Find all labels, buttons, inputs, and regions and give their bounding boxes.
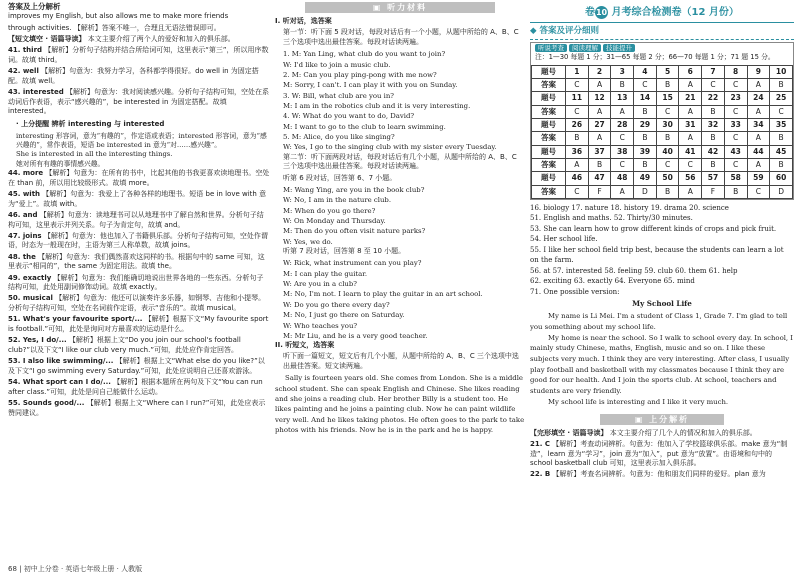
answer-item: [8, 232, 270, 251]
answer-item: [8, 46, 270, 65]
answer-item: [8, 315, 270, 334]
dialog-line: M: When do you go there?: [283, 206, 376, 215]
dialog-line: W: Yes, I go to the singing club with my sister every Tuesday.: [283, 143, 497, 152]
table-cell: C: [679, 158, 702, 171]
table-cell: 48: [611, 172, 634, 185]
table-cell: 21: [679, 92, 702, 105]
answer-text: 【解析】句意为：他还可以演奏许多乐器，如钢琴、吉他和小提琴。分析句子结构可知，空处在名词前作定语，表示“音乐的”。故填 musical。: [8, 294, 266, 313]
row-label: 题号: [532, 65, 566, 78]
dialog-line: 3. W: Bill, what club are you in?: [283, 91, 394, 100]
table-cell: B: [588, 158, 611, 171]
answer-row: [532, 158, 793, 171]
table-cell: B: [656, 79, 679, 92]
table-cell: A: [747, 79, 770, 92]
table-cell: B: [770, 158, 793, 171]
dialog-6: [275, 185, 525, 247]
table-cell: 37: [588, 145, 611, 158]
table-cell: 60: [770, 172, 793, 185]
table-cell: C: [634, 79, 657, 92]
table-cell: 58: [724, 172, 747, 185]
left-answer-list: [8, 12, 270, 117]
dialog-line: W: Rick, what instrument can you play?: [283, 259, 422, 268]
table-cell: 7: [702, 65, 725, 78]
table-cell: C: [724, 79, 747, 92]
dialog-line: M: I am in the robotics club and it is very interesting.: [283, 101, 471, 110]
table-cell: B: [702, 158, 725, 171]
table-cell: 45: [770, 145, 793, 158]
table-cell: A: [566, 158, 589, 171]
table-cell: 39: [634, 145, 657, 158]
question-number-row: [532, 172, 793, 185]
dialog-line: W: Yes, we do.: [283, 237, 333, 246]
answer-item: [8, 67, 270, 86]
answer-text: 【解析】句意为：我们偶然喜欢这同样的书。根据句中的 same 可知，这里表示“相同的”，the same 为固定用法。故填 the。: [8, 252, 265, 271]
table-cell: 28: [611, 119, 634, 132]
dialog-line: M: Wang Ying, are you in the book club?: [283, 185, 425, 194]
dialog-line: M: No, I'm not. I learn to play the guitar in an art school.: [283, 290, 483, 299]
table-cell: 23: [724, 92, 747, 105]
table-cell: 33: [724, 119, 747, 132]
answer-item: [8, 211, 270, 230]
table-cell: B: [634, 105, 657, 118]
table-cell: A: [679, 105, 702, 118]
dialog-line: 4. W: What do you want to do, David?: [283, 112, 415, 121]
table-cell: C: [724, 132, 747, 145]
fill-answer-line: 71. One possible version:: [530, 287, 620, 296]
table-cell: 35: [770, 119, 793, 132]
analysis-list: [530, 429, 794, 480]
fill-answer-line: 62. exciting 63. exactly 64. Everyone 65. mind: [530, 277, 695, 286]
table-cell: 12: [588, 92, 611, 105]
table-cell: B: [770, 79, 793, 92]
fill-answer-line: 56. at 57. interested 58. feeling 59. club 60. them 61. help: [530, 266, 738, 275]
table-cell: F: [588, 185, 611, 198]
listening-passage: Sally is fourteen years old. She comes from London. She is a middle school student. She can speak English and Chinese. She likes reading and she joins a reading club. Her brother Billy is a student too. He likes painting and he joins a painting club. Now he can paint wildlife very well. And he likes taking photos. He often goes to the park to take photos with his friends. Now he is in the park and he is happy.: [275, 374, 525, 435]
answer-text: 【解析】根据上文“Where can I run?”可知，此处应表示赞同建议。: [8, 399, 266, 417]
answer-key: 22. B: [530, 470, 551, 479]
answer-item: [8, 399, 270, 418]
answer-item: [8, 336, 270, 355]
fill-answers: [530, 203, 794, 298]
table-cell: 22: [702, 92, 725, 105]
row-label: 答案: [532, 185, 566, 198]
tip-line: 她对所有有趣的事情感兴趣。: [16, 159, 105, 168]
row-label: 题号: [532, 145, 566, 158]
answer-text: through activities. 【解析】答案不唯一，合理且无语法错误即可。: [8, 23, 221, 32]
sample-essay: [530, 311, 794, 407]
dialog-line: W: Do you go there every day?: [283, 300, 390, 309]
dialog-line: M: Sorry, I can't. I can play it with you on Sunday.: [283, 81, 458, 90]
table-cell: 10: [770, 65, 793, 78]
table-cell: 38: [611, 145, 634, 158]
answer-key: 44. more: [8, 169, 44, 178]
tip-line: interesting 形容词，意为“有趣的”，作定语或表语；interested 形容词，意为“感兴趣的”，常作表语，短语 be interested in 意为“对……感兴趣”。: [16, 131, 267, 149]
row-label: 答案: [532, 158, 566, 171]
table-cell: 1: [566, 65, 589, 78]
dialog-6-intro: 听第 6 段对话，回答第 6、7 小题。: [283, 173, 397, 182]
table-cell: 24: [747, 92, 770, 105]
table-cell: B: [702, 105, 725, 118]
answer-text: 【解析】句意为：我爱上了各种各样的地理书。短语 be in love with 意为“爱上”。故填 with。: [8, 189, 267, 208]
table-cell: B: [770, 132, 793, 145]
answer-key: 54. What sport can I do/...: [8, 378, 111, 387]
part1-instructions: 第一节：听下面 5 段对话，每段对话后有一个小题，从题中所给的 A、B、C 三个选项中选出最佳答案。每段对话读两遍。: [283, 28, 519, 46]
answer-item: [8, 169, 270, 188]
answer-item: [8, 378, 270, 397]
table-cell: A: [611, 185, 634, 198]
answer-text: improves my English, but also allows me to make more friends: [8, 12, 229, 21]
table-cell: A: [679, 185, 702, 198]
answer-key: 43. interested: [8, 87, 64, 96]
table-cell: D: [634, 185, 657, 198]
dialog-1: [275, 49, 525, 153]
answer-item: [8, 35, 270, 45]
question-number-row: [532, 145, 793, 158]
dialog-line: W: On Monday and Thursday.: [283, 217, 386, 226]
question-number-row: [532, 65, 793, 78]
table-cell: A: [747, 105, 770, 118]
answer-key: 52. Yes, I do/...: [8, 336, 67, 345]
table-cell: A: [747, 158, 770, 171]
table-cell: 11: [566, 92, 589, 105]
dialog-line: 1. M: Yan Ling, what club do you want to join?: [283, 50, 446, 59]
table-cell: 2: [588, 65, 611, 78]
table-cell: C: [566, 79, 589, 92]
table-cell: 46: [566, 172, 589, 185]
dialog-line: M: No, I just go there on Saturday.: [283, 311, 405, 320]
table-cell: 4: [634, 65, 657, 78]
table-cell: 15: [656, 92, 679, 105]
answer-text: 【解析】根据下文“My favourite sport is football.”可知，此处是询问对方最喜欢的运动是什么。: [8, 315, 269, 334]
answer-item: [8, 24, 270, 34]
tip-line: She is interested in all the interesting things.: [16, 150, 173, 159]
row-label: 题号: [532, 119, 566, 132]
answer-row: [532, 185, 793, 198]
dialog-line: M: Mr Liu, and he is a very good teacher.: [283, 331, 428, 340]
table-cell: 59: [747, 172, 770, 185]
answer-item: [8, 12, 270, 22]
row-label: 答案: [532, 132, 566, 145]
skill-tag: 阅读理解: [569, 44, 601, 53]
answer-key: 51. What's your favourite sport/...: [8, 315, 143, 324]
table-cell: 34: [747, 119, 770, 132]
table-cell: 36: [566, 145, 589, 158]
answer-text: 【解析】根据上文“What else do you like?”以及下文“I go swimming every Saturday.”可知，此处应说明自己还喜欢游泳。: [8, 357, 265, 375]
fill-answer-line: 16. biology 17. nature 18. history 19. drama 20. science: [530, 203, 729, 212]
listening-section-title: ▣ 听力材料: [305, 2, 495, 13]
right-column: [530, 0, 794, 578]
table-cell: 26: [566, 119, 589, 132]
row-label: 答案: [532, 79, 566, 92]
answer-item: [8, 253, 270, 272]
row-label: 答案: [532, 105, 566, 118]
table-cell: C: [611, 132, 634, 145]
table-cell: A: [588, 105, 611, 118]
table-cell: B: [634, 132, 657, 145]
answer-key: 45. with: [8, 189, 41, 198]
answer-box: [530, 42, 794, 200]
table-cell: 47: [588, 172, 611, 185]
answer-section-title: ◆ 答案及评分细则: [530, 26, 794, 40]
essay-paragraph: My school life is interesting and I like it very much.: [548, 397, 729, 406]
answer-item: [8, 88, 270, 117]
table-cell: 25: [770, 92, 793, 105]
table-cell: C: [656, 105, 679, 118]
essay-paragraph: My home is near the school. So I walk to school every day. In school, I mainly study Chinese, maths, English, music and so on. I like these subjects very much. I think they are very interesting. After class, I usually play football and basketball with my classmates because I think they are good for our health. And I join the sports club. At school, teachers and students are very friendly.: [530, 333, 794, 396]
dialog-line: W: Who teaches you?: [283, 321, 358, 330]
dialog-7-intro: 听第 7 段对话，回答第 8 至 10 小题。: [283, 247, 406, 256]
page-header: 答案及上分解析: [8, 2, 61, 11]
answer-text: 【解析】分析句子结构并结合所给词可知，这里表示“第三”，所以用序数词。故填 third。: [8, 46, 269, 64]
answer-text: 【解析】句意为：我努力学习，各科都学得很好。do well in 为固定搭配。故填 well。: [8, 67, 259, 85]
middle-column: [275, 0, 525, 578]
answer-key: 46. and: [8, 210, 38, 219]
answer-key: 49. exactly: [8, 273, 52, 282]
fill-answer-line: 55. I like her school field trip best, because the students can learn a lot on the farm.: [530, 245, 784, 265]
table-cell: 6: [679, 65, 702, 78]
table-cell: 9: [747, 65, 770, 78]
exam-title-text: 月考综合检测卷（12 月份）: [611, 7, 739, 18]
score-rules: 注：1—30 每题 1 分；31—65 每题 2 分；66—70 每题 1 分；71 题 15 分。: [535, 53, 775, 62]
answer-item: [8, 294, 270, 313]
part2-title: II. 听短文，选答案: [275, 341, 335, 350]
table-cell: B: [611, 79, 634, 92]
part1-title: I. 听对话，选答案: [275, 17, 332, 26]
table-cell: 13: [611, 92, 634, 105]
table-cell: C: [566, 185, 589, 198]
answer-text: 【解析】句意为：我们能确切地说出世界各地的一些东西。分析句子结构可知，此处用副词修饰动词。故填 exactly。: [8, 273, 264, 292]
table-cell: C: [566, 105, 589, 118]
dialog-line: W: No, I am in the nature club.: [283, 196, 392, 205]
part1-sec2-instructions: 第二节：听下面两段对话，每段对话后有几个小题，从题中所给的 A、B、C 三个选项中选出最佳答案。每段对话读两遍。: [283, 152, 517, 171]
dialog-line: M: Then do you often visit nature parks?: [283, 227, 426, 236]
table-cell: C: [611, 158, 634, 171]
row-label: 题号: [532, 172, 566, 185]
skill-tag: 技能提升: [603, 44, 635, 53]
answer-key: 48. the: [8, 252, 36, 261]
tip-title: · 上分提醒 辨析 interesting 与 interested: [16, 119, 165, 128]
table-cell: C: [702, 79, 725, 92]
table-cell: 43: [724, 145, 747, 158]
answer-table: [531, 65, 793, 199]
exam-title: 卷10 月考综合检测卷（12 月份）: [530, 0, 794, 23]
table-cell: 8: [724, 65, 747, 78]
table-cell: A: [679, 79, 702, 92]
fill-answer-line: 53. She can learn how to grow different kinds of crops and pick fruit.: [530, 224, 777, 233]
essay-title: My School Life: [632, 299, 692, 309]
dialog-line: 2. M: Can you play ping-pong with me now?: [283, 70, 437, 79]
answer-key: 50. musical: [8, 294, 53, 303]
fill-answer-line: 51. English and maths. 52. Thirty/30 minutes.: [530, 214, 693, 223]
row-label: 题号: [532, 92, 566, 105]
analysis-section-title: ▣ 上分解析: [600, 414, 724, 425]
answer-text: 【解析】句意为：他也加入了书籍俱乐部。分析句子结构可知，空处作谓语，时态为一般现在时，主语为第三人称单数，故填 joins。: [8, 231, 268, 250]
table-cell: 44: [747, 145, 770, 158]
table-cell: B: [656, 132, 679, 145]
table-cell: C: [656, 158, 679, 171]
page-footer: 68 | 初中上分卷 · 英语七年级上册 · 人教版: [8, 565, 143, 574]
table-cell: A: [588, 132, 611, 145]
part2-instructions: 听下面一篇短文，短文后有几个小题，从题中所给的 A、B、C 三个选项中选出最佳答案。短文读两遍。: [283, 352, 519, 371]
table-cell: 5: [656, 65, 679, 78]
answer-text: 【解析】句意为：读地理书可以从地理书中了解自然和世界。分析句子结构可知，这里表示并列关系。句子为肯定句，故填 and。: [8, 210, 264, 229]
left-answer-list-2: [8, 169, 270, 418]
exam-number: 10: [595, 8, 608, 17]
dialog-line: W: Are you in a club?: [283, 280, 357, 289]
dialog-line: M: I can play the guitar.: [283, 269, 368, 278]
answer-key: 【完形填空 · 语篇导读】: [530, 428, 608, 437]
table-cell: 56: [679, 172, 702, 185]
listening-title-text: 听力材料: [387, 3, 428, 12]
dialog-line: 5. M: Alice, do you like singing?: [283, 133, 395, 142]
table-cell: B: [702, 132, 725, 145]
table-cell: A: [679, 132, 702, 145]
left-column: [8, 0, 270, 578]
table-cell: 30: [656, 119, 679, 132]
table-cell: C: [724, 158, 747, 171]
table-cell: B: [566, 132, 589, 145]
table-cell: B: [724, 185, 747, 198]
analysis-title-text: 上分解析: [649, 414, 690, 424]
answer-text: 【解析】根据上文“Do you join our school's football club?”以及下文“I like our club very much.”可知，此处应作肯定回答。: [8, 336, 241, 354]
table-cell: 49: [634, 172, 657, 185]
table-cell: C: [770, 105, 793, 118]
table-cell: 32: [702, 119, 725, 132]
answer-text: 【解析】根据本题所在两句及下文“You can run after class.”可知，此处是问自己能做什么运动。: [8, 378, 263, 396]
answer-text: 【解析】考查名词辨析。句意为：他和朋友们同样的爱好。plan 意为: [552, 470, 766, 479]
question-number-row: [532, 119, 793, 132]
table-cell: A: [588, 79, 611, 92]
answer-key: 21. C: [530, 439, 550, 448]
table-cell: 40: [656, 145, 679, 158]
table-cell: B: [634, 158, 657, 171]
answer-item: [530, 470, 794, 480]
skill-tags: [531, 43, 793, 54]
table-cell: A: [747, 132, 770, 145]
table-cell: D: [770, 185, 793, 198]
answer-section-text: 答案及评分细则: [539, 25, 600, 36]
answer-text: 【解析】句意为：我对阅读感兴趣。分析句子结构可知，空处在系动词后作表语，表示“感兴趣的”，be interested in 为固定搭配。故填 interested。: [8, 87, 270, 116]
table-cell: 31: [679, 119, 702, 132]
table-cell: 14: [634, 92, 657, 105]
answer-key: 41. third: [8, 46, 43, 55]
table-cell: 50: [656, 172, 679, 185]
fill-answer-line: 54. Her school life.: [530, 235, 598, 244]
answer-key: 47. joins: [8, 231, 42, 240]
table-cell: B: [656, 185, 679, 198]
table-cell: C: [747, 185, 770, 198]
dialog-7: [275, 258, 525, 341]
tip-body: [8, 132, 270, 170]
table-cell: F: [702, 185, 725, 198]
answer-item: [8, 274, 270, 293]
table-cell: C: [724, 105, 747, 118]
table-cell: 27: [588, 119, 611, 132]
answer-text: 【解析】考查动词辨析。句意为：他加入了学校篮球俱乐部。make 意为“制造”，learn 意为“学习”，join 意为“加入”，put 意为“放置”。由语境和句中的 school basketball club 可知，这里表示加入俱乐部。: [530, 439, 788, 468]
answer-key: 53. I also like swimming/...: [8, 357, 114, 366]
table-cell: 42: [702, 145, 725, 158]
answer-text: 【解析】句意为：在所有的书中，比起其他的书我更喜欢读地理书。空处在 than 前，所以用比较级形式。故填 more。: [8, 169, 270, 187]
table-cell: 3: [611, 65, 634, 78]
table-cell: 57: [702, 172, 725, 185]
answer-text: 本文主要介绍了两个人的爱好和加入的俱乐部。: [87, 34, 235, 43]
answer-row: [532, 132, 793, 145]
answer-key: 【短文填空 · 语篇导读】: [8, 34, 86, 43]
answer-item: [8, 190, 270, 209]
answer-item: [530, 440, 794, 469]
answer-key: 42. well: [8, 67, 39, 75]
dialog-line: M: I want to go to the club to learn swimming.: [283, 122, 446, 131]
table-cell: 29: [634, 119, 657, 132]
essay-paragraph: My name is Li Mei. I'm a student of Class 1, Grade 7. I'm glad to tell you something about my school life.: [530, 312, 788, 331]
question-number-row: [532, 92, 793, 105]
dialog-line: W: I'd like to join a music club.: [283, 60, 391, 69]
answer-key: 55. Sounds good/...: [8, 399, 85, 407]
table-cell: 41: [679, 145, 702, 158]
answer-text: 本文主要介绍了几个人的情况和加入的俱乐部。: [609, 428, 757, 437]
skill-tag: 听说考查: [535, 44, 567, 53]
answer-item: [530, 429, 794, 439]
answer-item: [8, 357, 270, 376]
table-cell: A: [611, 105, 634, 118]
answer-row: [532, 105, 793, 118]
answer-row: [532, 79, 793, 92]
